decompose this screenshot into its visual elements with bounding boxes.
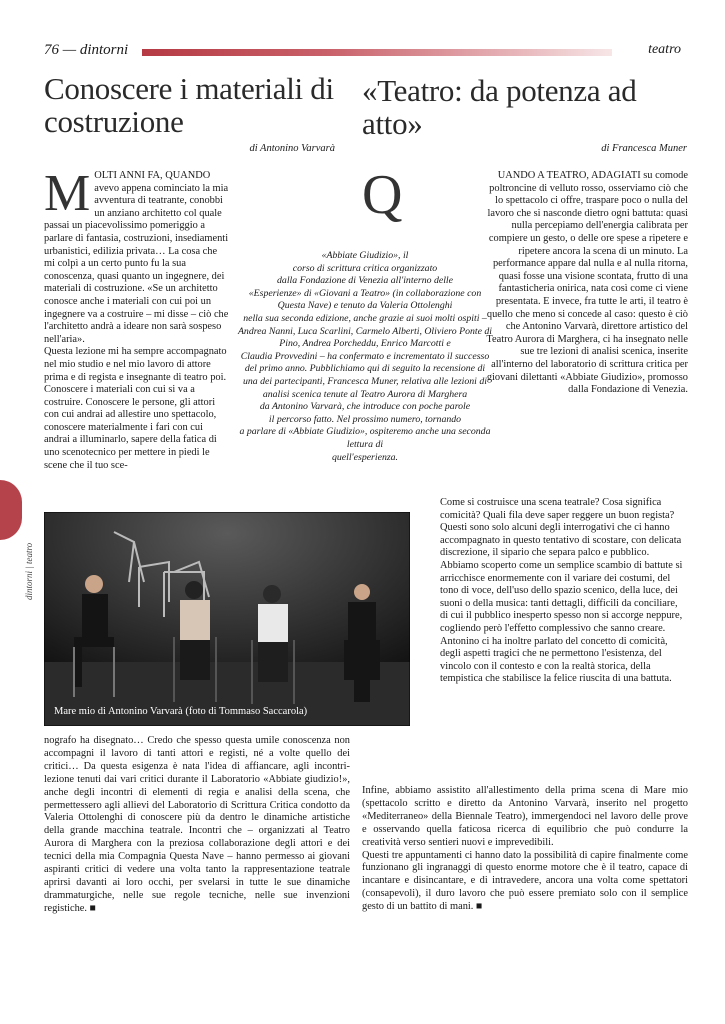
stage-photo-illustration <box>44 512 410 726</box>
article2-body-mid <box>440 497 688 767</box>
sidebar-accent-tab <box>0 480 22 540</box>
page-number-header: 76 — dintorni <box>44 42 129 58</box>
article1-body-bottom <box>44 735 350 975</box>
article2-body-top <box>362 170 688 510</box>
article2-text-mid: Come si costruisce una scena teatrale? Cosa significa comicità? Quali fila deve saper reggere un buon regista? Questi sono solo alcuni degli interrogativi che ci hanno accompagnato in questo tentativo di scostare, con delicata discrezione, il sipario che separa palco e pubblico. Abbiamo scoperto come un semplice scambio di battute si arricchisce enormemente con il variare dei costumi, del tono di voce, dell'uso dello spazio scenico, della luce, dei suoni o della musica: tanti dettagli, difficili da conciliare, di cui il pubblico inesperto spesso non si accorge neppure, cogliendo però l'effetto complessivo che sanno creare. Antonino ci ha inoltre parlato del concetto di comicità, degli aspetti tragici che ne permettono l'esistenza, del vincolo con il contesto e con la realtà storica, della tempistica che stabilisce la felice riuscita di una battuta. <box>440 497 683 685</box>
intro-box: «Abbiate Giudizio», il corso di scrittura critica organizzato dalla Fondazione di Venezia all'interno delle «Esperienze» di «Giovani a Teatro» (in collaborazione con Questa Nave) e tenuto da Valeria Ottolenghi nella sua seconda edizione, anche grazie ai suoi molti ospiti – Andrea Nanni, Luca Scarlini, Carmelo Alberti, Oliviero Ponte di Pino, Andrea Porcheddu, Enrico Marcotti e Claudia Provvedini – ha confermato e incrementato il successo del primo anno. Pubblichiamo qui di seguito la recensione di una dei partecipanti, Francesca Muner, relativa alle lezioni di analisi scenica tenute al Teatro Aurora di Marghera da Antonino Varvarà, che introduce con poche parole il percorso fatto. Nel prossimo numero, tornando a parlare di «Abbiate Giudizio», ospiteremo anche una seconda lettura di quell'esperienza. <box>237 250 493 463</box>
article1-byline: di Antonino Varvarà <box>249 143 335 154</box>
stage-photo <box>44 512 410 726</box>
sidebar-label: dintorni | teatro <box>24 542 34 600</box>
article2-body-bottom <box>362 785 688 975</box>
article2-dropcap: Q <box>362 170 403 226</box>
article2-text-top: UANDO A TEATRO, ADAGIATI su comode poltroncine di velluto rosso, osserviamo ciò che lo spettacolo ci offre, traspare poco o nulla del lavoro che si nasconde dietro ogni battuta: quasi nulla percepiamo dell'energia calibrata per compiere un gesto, o delle ore spese a ripetere e ripetere ancora la scena di un minuto. La performance appare dal nulla e al nulla ritorna, quasi fosse una visione scontata, frutto di una fantasticheria onirica, nata così come ci viene presentata. E invece, fra tutte le arti, il teatro è quello che meno si concede al caso: questo è ciò che Antonino Varvarà, direttore artistico del Teatro Aurora di Marghera, ci ha insegnato nelle sue tre lezioni di analisi scenica, inserite all'interno del laboratorio di scrittura critica per giovani dilettanti «Abbiate Giudizio», promosso dalla Fondazione di Venezia. <box>486 170 688 396</box>
photo-caption: Mare mio di Antonino Varvarà (foto di Tommaso Saccarola) <box>54 706 308 717</box>
section-label: teatro <box>648 42 681 57</box>
article2-title: «Teatro: da potenza ad atto» <box>362 73 637 141</box>
article1-text-top: OLTI ANNI FA, QUANDO avevo appena cominciato la mia avventura di teatrante, conobbi un anziano architetto col quale passai un piacevolissimo pomeriggio a parlare di fantasia, costruzioni, insediamenti urbanistici, edilizia privata… La cosa che mi colpì a un certo punto fu la sua conoscenza, quasi quanto un ingegnere, dei materiali di costruzione. «Se un architetto conosce anche i materiali con cui poi un ingegnere va a costruire – mi disse – ciò che l'architetto andrà a ideare non sarà sospeso nell'aria». Questa lezione mi ha sempre accompagnato nel mio studio e nel mio lavoro di attore prima e di regista e insegnante di teatro poi. Conoscere i materiali con cui si va a costruire. Conoscere le persone, gli attori con cui andrai ad allestire uno spettacolo, conoscere materialmente i fari con cui andrai a illuminarlo, sapere della fatica di uno scenotecnico per mettere in piedi le scene che il tuo sce- <box>44 170 229 471</box>
article2-text-bottom: Infine, abbiamo assistito all'allestimento della prima scena di Mare mio (spettacolo scritto e diretto da Antonino Varvarà, inserito nel progetto «Mediterraneo» della Biennale Teatro), immergendoci nel lavoro delle prove e osservando quella faticosa ricerca di equilibrio che può condurre la creatività verso sentieri nuovi e imprevedibili. Questi tre appuntamenti ci hanno dato la possibilità di capire finalmente come funzionano gli ingranaggi di questo enorme motore che è il teatro, capace di incantare e disincantare, e di intravedere, ancora una volta come spettatori (consapevoli), il duro lavoro che può essere premiato solo con il semplice gesto di un battito di mani. ■ <box>362 785 688 913</box>
article1-dropcap: M <box>44 170 91 222</box>
article1-text-bottom: nografo ha disegnato… Credo che spesso questa umile conoscenza non accompagni il lavoro di tanti attori e registi, né a volte quello dei critici… Da questa esigenza è nata l'idea di affiancare, agli incontri-lezione tenuti dai vari critici durante il Laboratorio «Abbiate giudizio!», anche degli incontri di elementi di regia e analisi della scena, che permettessero agli allievi del Laboratorio di Scrittura Critica condotto da Valeria Ottolenghi di conoscere più da dentro le dinamiche artistiche della grande macchina teatrale. Incontri che – organizzati al Teatro Aurora di Marghera con la preziosa collaborazione degli attori e dei tecnici della mia Compagnia Questa Nave – hanno permesso ai giovani aspiranti critici di vedere una volta tanto la rappresentazione teatrale aprirsi davanti ai loro occhi, per svelarsi in tutte le sue dinamiche drammaturgiche, nelle sue regole tecniche, nelle sue invenzioni registiche. ■ <box>44 735 350 914</box>
article2-byline: di Francesca Muner <box>601 143 687 154</box>
article1-title: Conoscere i materiali di costruzione <box>44 71 334 139</box>
header-gradient-rule <box>142 49 612 56</box>
